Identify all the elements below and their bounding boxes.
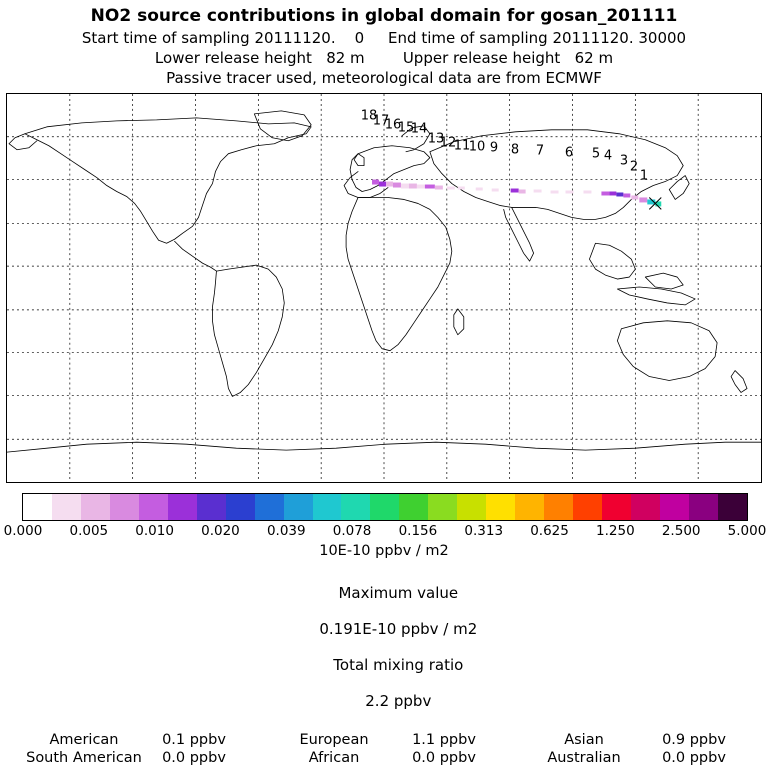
trajectory-hour-label: 8 <box>510 142 520 158</box>
colorbar-swatch-1 <box>52 494 81 520</box>
region-australian <box>509 750 759 766</box>
region-label: American <box>49 732 119 748</box>
colorbar-swatch-7 <box>226 494 255 520</box>
trajectory-hour-label: 15 <box>397 120 415 136</box>
max-value-label: Maximum value <box>338 584 459 602</box>
colorbar-swatch-2 <box>81 494 110 520</box>
region-american <box>9 732 259 748</box>
region-value: 0.0 ppbv <box>162 750 226 766</box>
region-european <box>259 732 509 748</box>
colorbar-panel <box>3 493 767 559</box>
colorbar-tick: 0.039 <box>266 523 306 539</box>
colorbar-tick: 0.010 <box>135 523 174 539</box>
trajectory-hour-label: 18 <box>360 108 378 124</box>
colorbar-tick: 0.078 <box>332 523 372 539</box>
colorbar-tick: 1.250 <box>596 523 635 539</box>
colorbar-swatch-15 <box>457 494 486 520</box>
region-value: 1.1 ppbv <box>412 732 476 748</box>
colorbar-gradient <box>22 493 748 521</box>
region-value: 0.0 ppbv <box>412 750 476 766</box>
sampling-times-line: Start time of sampling 20111120. 0 End time of sampling 20111120. 30000 <box>81 29 687 47</box>
colorbar-swatch-10 <box>313 494 342 520</box>
region-south-american <box>9 750 259 766</box>
trajectory-hour-label: 14 <box>410 121 428 137</box>
colorbar-tick: 0.020 <box>201 523 240 539</box>
trajectory-hour-label: 13 <box>427 131 445 147</box>
release-heights-line: Lower release height 82 m Upper release height 62 m <box>154 49 614 67</box>
trajectory-hour-label: 5 <box>591 146 601 162</box>
trajectory-hour-label: 2 <box>629 159 639 175</box>
colorbar-swatch-6 <box>197 494 226 520</box>
colorbar-swatch-19 <box>573 494 602 520</box>
colorbar-swatch-23 <box>689 494 718 520</box>
world-map <box>7 94 761 482</box>
region-label: Australian <box>547 750 621 766</box>
region-value: 0.1 ppbv <box>162 732 226 748</box>
colorbar-tick: 5.000 <box>727 523 767 539</box>
colorbar-tick: 0.156 <box>398 523 438 539</box>
colorbar-tick: 0.005 <box>69 523 109 539</box>
colorbar-swatch-8 <box>255 494 284 520</box>
trajectory-hour-label: 10 <box>468 139 486 155</box>
colorbar-swatch-11 <box>341 494 370 520</box>
coastlines <box>7 108 761 452</box>
colorbar-swatch-13 <box>399 494 428 520</box>
colorbar-swatch-0 <box>23 494 52 520</box>
colorbar-swatch-3 <box>110 494 139 520</box>
colorbar-swatch-9 <box>284 494 313 520</box>
figure-header <box>0 0 768 87</box>
colorbar-swatch-4 <box>139 494 168 520</box>
colorbar-swatch-22 <box>660 494 689 520</box>
colorbar-swatch-20 <box>602 494 631 520</box>
region-african <box>259 750 509 766</box>
trajectory-hour-label: 12 <box>439 135 457 151</box>
colorbar-unit-label: 10E-10 ppbv / m2 <box>319 543 449 559</box>
region-row-1 <box>0 732 768 748</box>
page-title: NO2 source contributions in global domain for gosan_201111 <box>90 6 678 26</box>
total-mixing-ratio-label: Total mixing ratio <box>333 656 464 674</box>
colorbar-swatch-17 <box>515 494 544 520</box>
colorbar-tick: 0.313 <box>464 523 504 539</box>
trajectory-hour-label: 9 <box>489 140 499 156</box>
trajectory-hour-label: 4 <box>603 148 613 164</box>
colorbar-tick: 0.625 <box>530 523 569 539</box>
trajectory-hour-label: 3 <box>619 153 629 169</box>
trajectory-hour-label: 17 <box>372 113 390 129</box>
max-value: 0.191E-10 ppbv / m2 <box>319 620 478 638</box>
colorbar-swatch-18 <box>544 494 573 520</box>
colorbar-swatch-16 <box>486 494 515 520</box>
trajectory-hour-label: 6 <box>564 145 574 161</box>
colorbar-tick: 2.500 <box>661 523 701 539</box>
trajectory-hour-label: 16 <box>384 117 402 133</box>
region-value: 0.0 ppbv <box>662 750 726 766</box>
colorbar-tick-labels <box>3 521 767 541</box>
trajectory-hour-label: 1 <box>639 168 649 184</box>
colorbar-swatch-12 <box>370 494 399 520</box>
colorbar-tick: 0.000 <box>3 523 43 539</box>
trajectory-hour-label: 11 <box>453 138 471 154</box>
colorbar-swatch-14 <box>428 494 457 520</box>
region-label: African <box>308 750 360 766</box>
region-label: South American <box>26 750 142 766</box>
map-panel <box>6 93 762 483</box>
statistics-footer <box>0 566 768 766</box>
trajectory-hour-label: 7 <box>535 143 545 159</box>
colorbar-swatch-24 <box>718 494 747 520</box>
max-and-total-row <box>0 566 768 728</box>
total-mixing-ratio-value: 2.2 ppbv <box>365 692 432 710</box>
colorbar-swatch-5 <box>168 494 197 520</box>
region-asian <box>509 732 759 748</box>
region-label: Asian <box>564 732 604 748</box>
region-label: European <box>299 732 369 748</box>
colorbar-swatch-21 <box>631 494 660 520</box>
tracer-meteo-line: Passive tracer used, meteorological data are from ECMWF <box>166 69 602 87</box>
region-value: 0.9 ppbv <box>662 732 726 748</box>
region-row-2 <box>0 750 768 766</box>
